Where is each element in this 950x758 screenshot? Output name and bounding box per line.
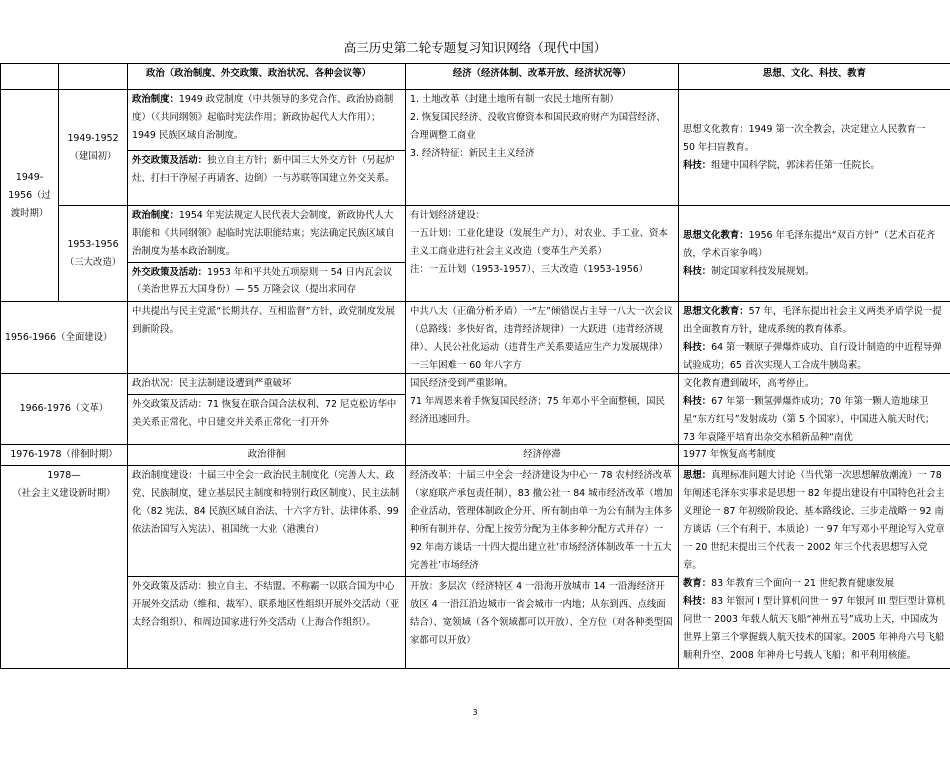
culture-thought-text: 真理标准问题大讨论（当代第一次思想解放潮流）一 78 年阐述毛泽东实事求是思想一 82 年提出建设有中国特色社会主义理论一 87 年初级阶段论、基本路线论、三步走战略一 92 南方谈话（三个有利于、本质论）一 97 年写邓小平理论写入党章一 20 世纪末提出三个代表一 2002 年三个代表思想写入党章。 <box>683 470 945 571</box>
culture-1953-1956 <box>679 206 950 302</box>
politics-system-cell <box>128 90 406 151</box>
period-1949-1956: 1949-1956（过渡时期） <box>1 90 59 302</box>
politics-1976-1978: 政治徘徊 <box>128 445 406 466</box>
period-1976-1978: 1976-1978（徘徊时期） <box>1 445 128 466</box>
table-row <box>1 206 950 263</box>
culture-1956-1966 <box>679 302 950 374</box>
sub-period-1953-1956: 1953-1956（三大改造） <box>59 206 128 302</box>
culture-edu-text: 文化教育遭到破坏，高考停止。 <box>683 378 815 389</box>
economy-1956-1966-text: 中共八大（正确分析矛盾）一“左”倾错误占主导一八大一次会议（总路线：多快好省，违背经济规律）一大跃进（违背经济规律）、人民公社化运动（违背生产关系要适应生产力发展规律）一三年困难一 60 年八字方 <box>410 306 673 371</box>
period-1978-year: 1978— <box>47 470 81 481</box>
politics-system-text: 1949 政党制度（中共领导的多党合作、政治协商制度）（《共同纲领》起临时宪法作用；新政协起代人大作用）；1949 民族区域自治制度。 <box>132 94 394 141</box>
period-1978-name: （社会主义建设新时期） <box>12 488 116 499</box>
knowledge-network-table <box>0 63 950 669</box>
culture-edu-cell <box>683 227 946 263</box>
table-row <box>1 374 950 395</box>
culture-edu-text: 83 年教育三个面向一 21 世纪教育健康发展 <box>711 578 894 589</box>
culture-edu-cell <box>683 303 946 339</box>
culture-sci-cell <box>683 593 946 665</box>
label-sci: 科技： <box>683 396 712 407</box>
table-row <box>1 445 950 466</box>
culture-sci-text: 组建中国科学院，郭沫若任第一任院长。 <box>711 159 880 171</box>
economy-1978-reform-text: 经济改革：十届三中全会一经济建设为中心一 78 农村经济改革（家庭联产承包责任制），83 撤公社一 84 城市经济改革（增加企业活动，管理体制政企分开、所有制由单一为公有制为主体多种所有制并存、分配上按劳分配为主体多种分配方式并存）一 92 年南方谈话一十四大提出建立社’市场经济体制改革一十五大完善社’市场经济 <box>410 470 673 571</box>
foreign-policy-text-cut: （美治世界五大国身份）— 55 万隆会议（提出求同存 <box>132 284 357 295</box>
label-edu: 教育： <box>683 578 712 589</box>
culture-edu-text: 思想文化教育：1949 第一次全教会，决定建立人民教育一 <box>683 123 926 135</box>
header-sub-period <box>59 64 128 90</box>
politics-status-1966-1976: 政治状况：民主法制建设遭到严重破坏 <box>128 374 406 395</box>
label-politics-system: 政治制度： <box>132 94 179 105</box>
politics-1978-foreign: 外交政策及活动：独立自主、不结盟、不称霸一以联合国为中心开展外交活动（维和、裁军）、联系地区性组织开展外交活动（亚太经合组织）、和周边国家进行外交活动（上海合作组织）。 <box>128 577 406 669</box>
table-row <box>1 90 950 151</box>
culture-sci-text: 64 第一颗原子弹爆炸成功、自行设计制造的中近程导弹试验成功；65 首次实现人工合成牛胰岛素。 <box>683 342 942 371</box>
header-politics: 政治（政治制度、外交政策、政治状况、各种会议等） <box>128 64 406 90</box>
culture-1976-1978: 1977 年恢复高考制度 <box>679 445 950 466</box>
culture-1978 <box>679 466 950 669</box>
economy-1956-1966 <box>406 302 679 374</box>
culture-edu-text-cont: 50 年扫盲教育。 <box>683 141 755 153</box>
page-title: 高三历史第二轮专题复习知识网络（现代中国） <box>343 40 607 55</box>
table-row <box>1 302 950 374</box>
label-sci: 科技： <box>683 342 712 353</box>
label-thought: 思想： <box>683 470 712 481</box>
politics-system-text: 1954 年宪法规定人民代表大会制度，新政协代人大职能和《共同纲领》起临时宪法职能结束；宪法确定民族区域自治制度为基本政治制度。 <box>132 210 395 257</box>
foreign-policy-cell <box>128 151 406 206</box>
culture-1966-1976 <box>679 374 950 445</box>
period-1966-1976: 1966-1976（文革） <box>1 374 128 445</box>
politics-1978-system <box>128 466 406 577</box>
economy-1976-1978: 经济停滞 <box>406 445 679 466</box>
header-period <box>1 64 59 90</box>
culture-sci-text: 83 年银河 I 型计算机问世一 97 年银河 III 型巨型计算机问世一 2003 年载人航天飞船“神州五号”成功上天，中国成为世界上第三个掌握载人航天技术的国家。2005 年神舟六号飞船顺利升空、2008 年神舟七号载人飞船；和平利用核能。 <box>683 596 946 661</box>
culture-edu-text: 1956 年毛泽东提出“双百方针”（艺术百花齐放，学术百家争鸣） <box>683 229 936 259</box>
culture-1949-1952 <box>679 90 950 206</box>
foreign-policy-cell <box>128 263 406 302</box>
economy-1966-1976: 国民经济受到严重影响。 71 年周恩来着手恢复国民经济；75 年邓小平全面整顿，国民经济迅速回升。 <box>406 374 679 445</box>
label-sci: 科技： <box>683 159 712 171</box>
table-header-row <box>1 64 950 90</box>
politics-foreign-1966-1976 <box>128 395 406 445</box>
culture-sci-text: 制定国家科技发展规划。 <box>711 265 815 277</box>
economy-1978-open: 开放：多层次（经济特区 4 一沿海开放城市 14 一沿海经济开放区 4 一沿江沿边城市一省会城市一内地；从东到西、点线面结合）、宽领域（各个领域都可以开放）、全方位（对各种类型国家都可以开放） <box>406 577 679 669</box>
politics-1956-1966: 中共提出与民主党派“长期共存、互相监督”方针，政党制度发展到新阶段。 <box>128 302 406 374</box>
label-foreign: 外交政策及活动： <box>132 155 208 166</box>
economy-1978-reform <box>406 466 679 577</box>
politics-foreign-1966-1976-text: 外交政策及活动：71 恢复在联合国合法权利、72 尼克松访华中美关系正常化、中日建交并关系正常化一打开外 <box>132 399 397 429</box>
table-row <box>1 466 950 577</box>
page-number: 3 <box>472 708 478 717</box>
label-politics-system: 政治制度： <box>132 210 179 221</box>
culture-sci-cell <box>683 393 946 443</box>
economy-1953-1956: 有计划经济建设： 一五计划：工业化建设（发展生产力）、对农业、手工业、资本主义工商业进行社会主义改造（变革生产关系） 注：一五计划（1953-1957）、三大改造（1953-1956） <box>406 206 679 302</box>
header-economy: 经济（经济体制、改革开放、经济状况等） <box>406 64 679 90</box>
politics-1978-system-text: 政治制度建设：十届三中全会一政治民主制度化（完善人大、政党、民族制度，建立基层民主制度和特别行政区制度）、民主法制化（82 宪法、84 民族区域自治法、十六字方针、法律体系、99 依法治国写入宪法）、祖国统一大业（港澳台） <box>132 470 400 535</box>
politics-system-cell <box>128 206 406 263</box>
period-1978 <box>1 466 128 669</box>
header-culture: 思想、文化、科技、教育 <box>679 64 950 90</box>
foreign-policy-text: 独立自主方针；新中国三大外交方针（另起炉灶、打扫干净屋子再请客、边倒）一与苏联等国建立外交关系。 <box>132 155 395 184</box>
label-sci: 科技： <box>683 596 712 607</box>
foreign-policy-text: 1953 年和平共处五项原则一 54 日内瓦会议 <box>207 267 393 278</box>
label-sci: 科技： <box>683 265 712 277</box>
culture-edu-text: 57 年，毛泽东提出社会主义两类矛盾学说一提出全面教育方针，建成系统的教育体系。 <box>683 306 942 335</box>
culture-sci-text: 67 年第一颗氢弹爆炸成功；70 年第一颗人造地球卫星“东方红号”发射成功（第 5 个国家），中国进入航天时代；73 年袁隆平培育出杂交水稻新品种“南优 <box>683 396 935 443</box>
culture-edu-cell <box>683 575 946 593</box>
culture-sci-cell <box>683 157 946 175</box>
culture-sci-cell <box>683 339 946 372</box>
culture-sci-cell <box>683 263 946 281</box>
label-foreign: 外交政策及活动： <box>132 267 208 278</box>
label-culture-edu: 思想文化教育： <box>683 229 749 241</box>
label-culture-edu: 思想文化教育： <box>683 306 749 317</box>
sub-period-1949-1952: 1949-1952（建国初） <box>59 90 128 206</box>
economy-1949-1952: 1. 土地改革（封建土地所有制一农民土地所有制） 2. 恢复国民经济、没收官僚资本和国民政府财产为国营经济、合理调整工商业 3. 经济特征：新民主主义经济 <box>406 90 679 206</box>
period-1956-1966: 1956-1966（全面建设） <box>1 302 128 374</box>
culture-thought-cell <box>683 467 946 575</box>
